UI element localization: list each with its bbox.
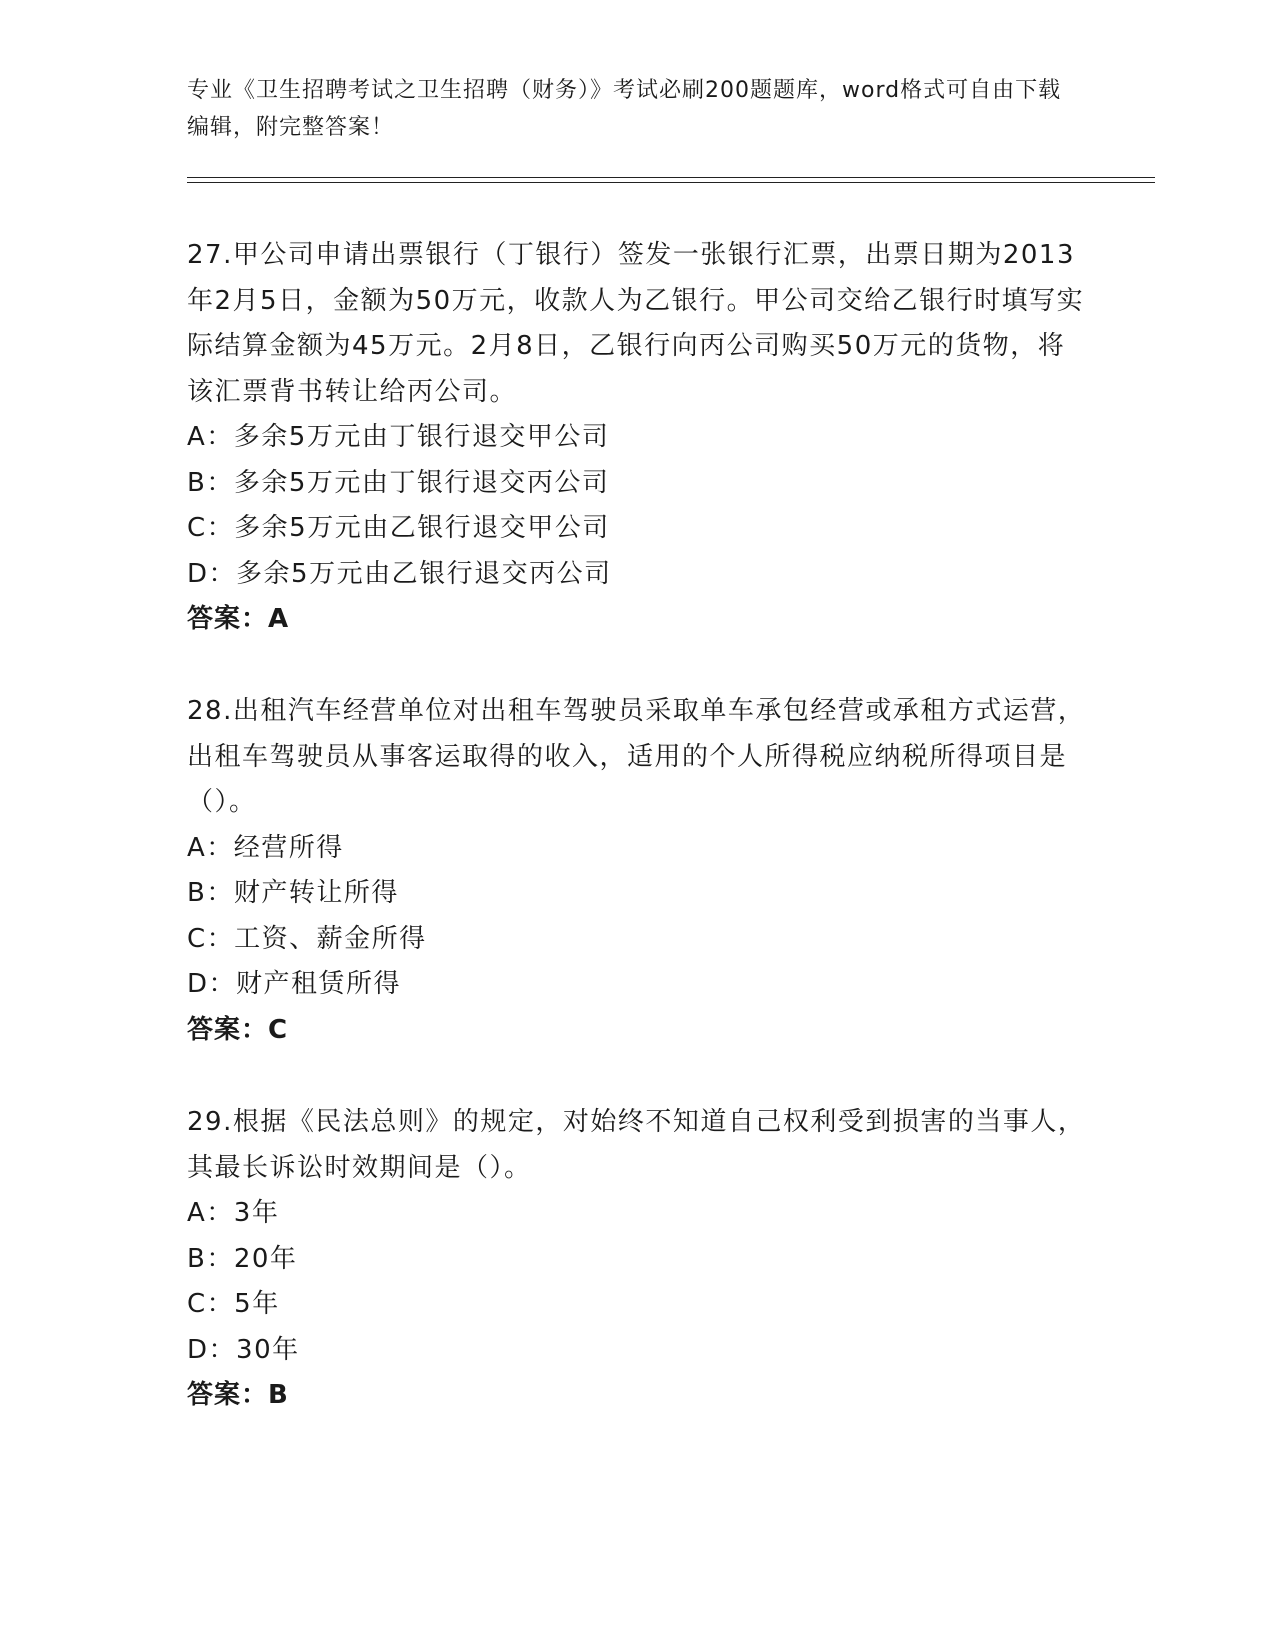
answer-line: 答案：B bbox=[187, 1380, 289, 1410]
option-d: D：30年 bbox=[187, 1334, 300, 1365]
option-a: A：多余5万元由丁银行退交甲公司 bbox=[187, 422, 610, 452]
option-c: C：5年 bbox=[187, 1289, 280, 1319]
document-header: 专业《卫生招聘考试之卫生招聘（财务）》考试必刷200题题库，word格式可自由下载编辑，附完整答案！ bbox=[187, 78, 1062, 140]
question-stem: 29.根据《民法总则》的规定，对始终不知道自己权利受到损害的当事人，其最长诉讼时效期间是（）。 bbox=[187, 1107, 1086, 1183]
option-d: D：财产租赁所得 bbox=[187, 969, 402, 999]
answer-line: 答案：C bbox=[187, 1014, 289, 1045]
question-27 bbox=[187, 233, 1087, 643]
option-a: A：经营所得 bbox=[187, 832, 344, 863]
header-divider-bottom bbox=[187, 182, 1155, 183]
question-stem: 27.甲公司申请出票银行（丁银行）签发一张银行汇票，出票日期为2013年2月5日，金额为50万元，收款人为乙银行。甲公司交给乙银行时填写实际结算金额为45万元。2月8日，乙银行向丙公司购买50万元的货物，将该汇票背书转让给丙公司。 bbox=[187, 240, 1085, 407]
option-c: C：工资、薪金所得 bbox=[187, 923, 427, 954]
option-c: C：多余5万元由乙银行退交甲公司 bbox=[187, 513, 610, 543]
option-d: D：多余5万元由乙银行退交丙公司 bbox=[187, 558, 612, 589]
option-b: B：20年 bbox=[187, 1243, 298, 1274]
answer-line: 答案：A bbox=[187, 604, 290, 634]
header-divider-top bbox=[187, 177, 1155, 178]
question-29 bbox=[187, 1100, 1087, 1419]
option-a: A：3年 bbox=[187, 1198, 280, 1228]
question-28 bbox=[187, 689, 1087, 1053]
option-b: B：财产转让所得 bbox=[187, 878, 399, 908]
option-b: B：多余5万元由丁银行退交丙公司 bbox=[187, 467, 610, 498]
question-stem: 28.出租汽车经营单位对出租车驾驶员采取单车承包经营或承租方式运营，出租车驾驶员从事客运取得的收入，适用的个人所得税应纳税所得项目是（）。 bbox=[187, 696, 1086, 817]
